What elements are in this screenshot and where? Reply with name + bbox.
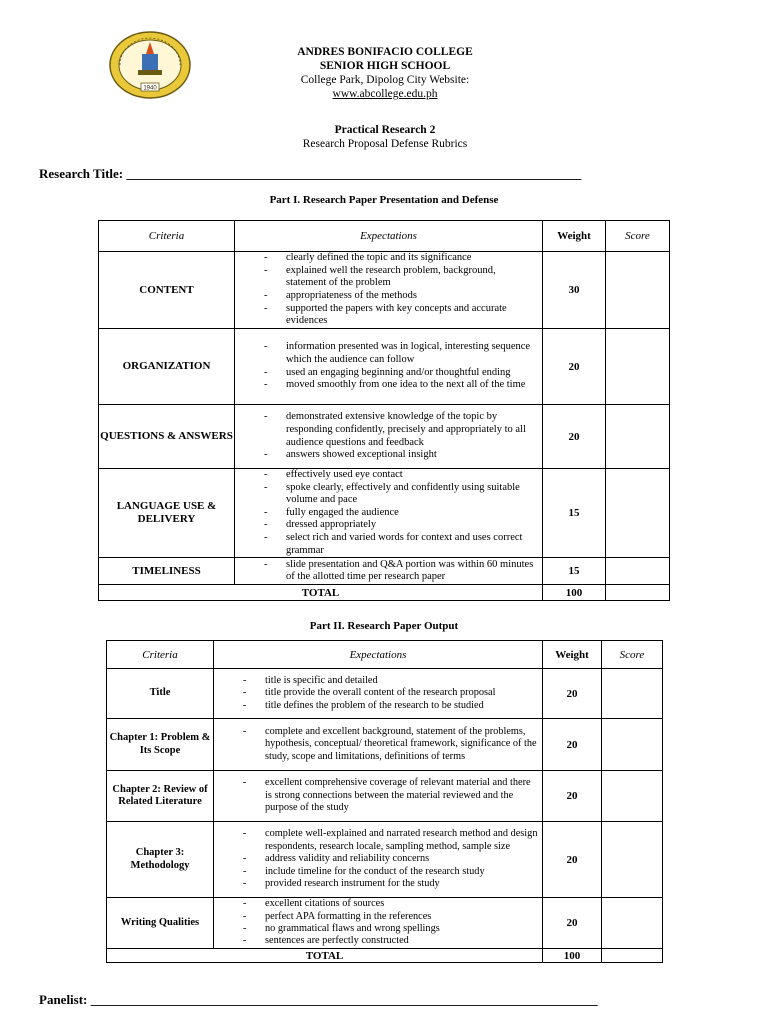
expectation-item: - used an engaging beginning and/or thoughtful ending [286,367,538,380]
expectation-item: - excellent comprehensive coverage of relevant material and there is strong connections between the material reviewed and the purpose of the study [265,777,538,814]
expectation-item: - fully engaged the audience [286,507,538,520]
expectation-item: - title provide the overall content of the research proposal [265,687,538,699]
expectation-item: - provided research instrument for the study [265,878,538,890]
criteria-cell: Chapter 1: Problem & Its Scope [107,719,214,771]
expectations-cell [235,252,543,329]
expectation-item: - complete and excellent background, statement of the problems, hypothesis, conceptual/ theoretical framework, significance of the study, scope and limitations, definitions of terms [265,726,538,763]
svg-text:1940: 1940 [143,85,157,92]
expectations-cell [214,719,543,771]
score-cell[interactable] [606,405,670,469]
school-address: College Park, Dipolog City Website: [300,74,470,86]
college-name: ANDRES BONIFACIO COLLEGE [297,46,473,58]
expectation-item: - dressed appropriately [286,519,538,532]
panelist-line: ______________________________________________________________________________ [90,992,598,1007]
expectation-item: - include timeline for the conduct of the research study [265,866,538,878]
header-criteria: Criteria [99,221,235,252]
table-row [99,405,670,469]
score-cell[interactable] [602,771,663,822]
table-row [99,329,670,405]
table-row [99,252,670,329]
score-cell[interactable] [606,469,670,558]
expectations-cell [235,558,543,585]
expectation-item: - effectively used eye contact [286,469,538,482]
weight-cell: 20 [543,719,602,771]
table-row [107,669,663,719]
panelist-label: Panelist: [39,992,88,1007]
expectation-item: - answers showed exceptional insight [286,449,538,462]
score-cell[interactable] [602,719,663,771]
expectations-cell [214,669,543,719]
website-link[interactable]: www.abcollege.edu.ph [332,88,438,100]
criteria-cell: CONTENT [99,252,235,329]
criteria-cell: Writing Qualities [107,898,214,949]
panelist-field [39,992,598,1008]
expectation-item: - appropriateness of the methods [286,290,538,303]
expectation-item: - supported the papers with key concepts and accurate evidences [286,303,538,328]
expectation-item: - demonstrated extensive knowledge of the topic by responding confidently, precisely and appropriately to all audience questions and feedback [286,411,538,449]
expectation-item: - address validity and reliability concerns [265,853,538,865]
total-score-cell[interactable] [606,585,670,601]
part2-table [106,640,663,963]
table-row [107,771,663,822]
header-score: Score [606,221,670,252]
expectation-item: - title defines the problem of the research to be studied [265,700,538,712]
rubric-title: Research Proposal Defense Rubrics [302,138,468,150]
table-header-row [107,641,663,669]
score-cell[interactable] [602,822,663,898]
expectation-item: - sentences are perfectly constructed [265,935,538,947]
table-row [107,822,663,898]
total-row [107,949,663,963]
weight-cell: 20 [543,822,602,898]
header-score: Score [602,641,663,669]
criteria-cell: TIMELINESS [99,558,235,585]
header-criteria: Criteria [107,641,214,669]
header-weight: Weight [543,221,606,252]
criteria-cell: Chapter 2: Review of Related Literature [107,771,214,822]
expectations-cell [235,405,543,469]
header-expectations: Expectations [214,641,543,669]
score-cell[interactable] [602,898,663,949]
total-row [99,585,670,601]
expectation-item: - select rich and varied words for context and uses correct grammar [286,532,538,557]
total-value: 100 [543,585,606,601]
weight-cell: 20 [543,669,602,719]
criteria-cell: Title [107,669,214,719]
research-title-line: ______________________________________________________________________ [126,166,582,181]
research-title-field [39,166,581,182]
document-subtitle [200,123,570,151]
weight-cell: 20 [543,405,606,469]
table-row [107,898,663,949]
expectations-cell [235,329,543,405]
course-title: Practical Research 2 [334,124,436,136]
expectation-item: - complete well-explained and narrated research method and design respondents, research locale, sampling method, sample size [265,828,538,853]
expectation-item: - spoke clearly, effectively and confidently using suitable volume and pace [286,482,538,507]
part2-title: Part II. Research Paper Output [309,620,459,632]
expectation-item: - information presented was in logical, interesting sequence which the audience can follow [286,341,538,366]
expectation-item: - perfect APA formatting in the references [265,911,538,923]
criteria-cell: ORGANIZATION [99,329,235,405]
expectations-cell [214,822,543,898]
expectation-item: - title is specific and detailed [265,675,538,687]
research-title-label: Research Title: [39,166,124,181]
part1-title: Part I. Research Paper Presentation and Defense [269,194,499,206]
expectations-cell [235,469,543,558]
score-cell[interactable] [602,669,663,719]
expectation-item: - clearly defined the topic and its significance [286,252,538,265]
expectations-cell [214,898,543,949]
school-name: SENIOR HIGH SCHOOL [319,60,451,72]
criteria-cell: Chapter 3: Methodology [107,822,214,898]
total-score-cell[interactable] [602,949,663,963]
document-header [200,45,570,101]
header-expectations: Expectations [235,221,543,252]
expectation-item: - moved smoothly from one idea to the next all of the time [286,379,538,392]
score-cell[interactable] [606,558,670,585]
expectations-cell [214,771,543,822]
weight-cell: 20 [543,898,602,949]
table-row [99,469,670,558]
expectation-item: - no grammatical flaws and wrong spellings [265,923,538,935]
college-seal-logo [108,30,192,100]
criteria-cell: LANGUAGE USE & DELIVERY [99,469,235,558]
table-header-row [99,221,670,252]
weight-cell: 20 [543,329,606,405]
weight-cell: 20 [543,771,602,822]
total-label: TOTAL [107,949,543,963]
part1-table [98,220,670,601]
table-row [99,558,670,585]
total-value: 100 [543,949,602,963]
weight-cell: 15 [543,469,606,558]
expectation-item: - excellent citations of sources [265,898,538,910]
total-label: TOTAL [99,585,543,601]
weight-cell: 30 [543,252,606,329]
weight-cell: 15 [543,558,606,585]
criteria-cell: QUESTIONS & ANSWERS [99,405,235,469]
expectation-item: - slide presentation and Q&A portion was within 60 minutes of the allotted time per research paper [286,559,538,584]
expectation-item: - explained well the research problem, background, statement of the problem [286,265,538,290]
table-row [107,719,663,771]
score-cell[interactable] [606,252,670,329]
score-cell[interactable] [606,329,670,405]
header-weight: Weight [543,641,602,669]
